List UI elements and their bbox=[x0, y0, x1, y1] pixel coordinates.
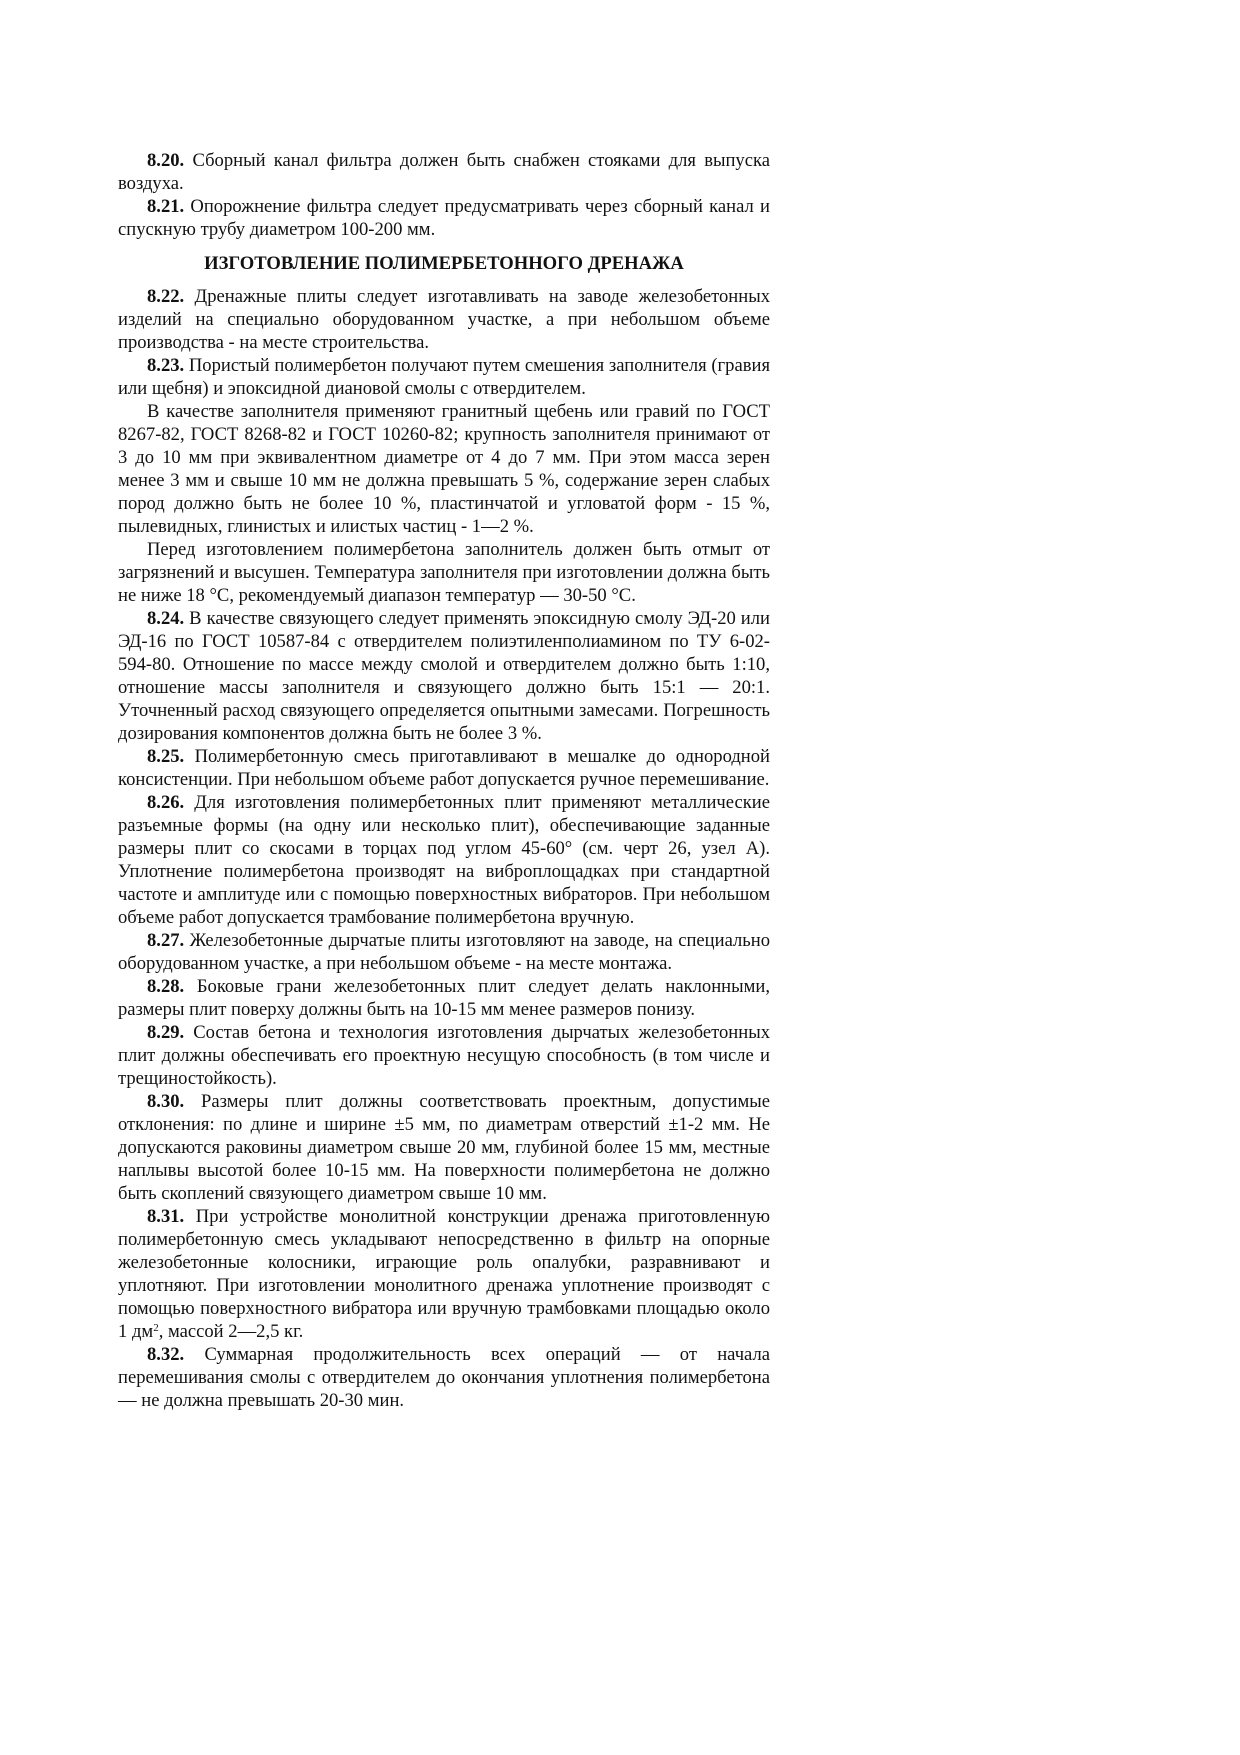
paragraph-text: Размеры плит должны соответствовать проектным, допустимые отклонения: по длине и ширине ±5 мм, по диаметрам отверстий ±1-2 мм. Не допускаются раковины диаметром свыше 20 мм, глубиной более 15 мм, местные наплывы высотой более 10-15 мм. На поверхности полимербетона не должно быть скоплений связующего диаметром свыше 10 мм. bbox=[118, 1091, 770, 1204]
clause-number: 8.23. bbox=[147, 355, 185, 376]
clause-number: 8.29. bbox=[147, 1022, 185, 1043]
paragraph-text: Пористый полимербетон получают путем смешения заполнителя (гравия или щебня) и эпоксидной диановой смолы с отвердителем. bbox=[118, 355, 770, 399]
paragraph-text: В качестве заполнителя применяют гранитный щебень или гравий по ГОСТ 8267-82, ГОСТ 8268-82 и ГОСТ 10260-82; крупность заполнителя принимают от 3 до 10 мм при эквивалентном диаметре от 4 до 7 мм. При этом масса зерен менее 3 мм и свыше 10 мм не должна превышать 5 %, содержание зерен слабых пород должно быть не более 10 %, пластинчатой и угловатой форм - 15 %, пылевидных, глинистых и илистых частиц - 1—2 %. bbox=[118, 401, 770, 537]
clause-number: 8.28. bbox=[147, 976, 185, 997]
clause-number: 8.27. bbox=[147, 930, 185, 951]
paragraph-text: Опорожнение фильтра следует предусматривать через сборный канал и спускную трубу диаметром 100-200 мм. bbox=[118, 196, 770, 240]
clause-number: 8.30. bbox=[147, 1091, 185, 1112]
clause-number: 8.31. bbox=[147, 1206, 185, 1227]
clause-number: 8.25. bbox=[147, 746, 185, 767]
clause-number: 8.21. bbox=[147, 196, 185, 217]
paragraph-text: При устройстве монолитной конструкции дренажа приготовленную полимербетонную смесь укладывают непосредственно в фильтр на опорные железобетонные колосники, играющие роль опалубки, разравнивают и уплотняют. При изготовлении монолитного дренажа уплотнение производят с помощью поверхностного вибратора или вручную трамбовками площадью около 1 дм bbox=[118, 1206, 770, 1342]
paragraph-8-25 bbox=[118, 745, 770, 791]
paragraph-8-29 bbox=[118, 1021, 770, 1090]
paragraph-text: Сборный канал фильтра должен быть снабжен стояками для выпуска воздуха. bbox=[118, 150, 770, 194]
paragraph-8-30 bbox=[118, 1090, 770, 1205]
paragraph-text: В качестве связующего следует применять эпоксидную смолу ЭД-20 или ЭД-16 по ГОСТ 10587-84 с отвердителем полиэтиленполиамином по ТУ 6-02-594-80. Отношение по массе между смолой и отвердителем должно быть 1:10, отношение массы заполнителя и связующего должно быть 15:1 — 20:1. Уточненный расход связующего определяется опытными замесами. Погрешность дозирования компонентов должна быть не более 3 %. bbox=[118, 608, 770, 744]
clause-number: 8.26. bbox=[147, 792, 185, 813]
paragraph-text: Состав бетона и технология изготовления дырчатых железобетонных плит должны обеспечивать его проектную несущую способность (в том числе и трещиностойкость). bbox=[118, 1022, 770, 1089]
clause-number: 8.22. bbox=[147, 286, 185, 307]
clause-number: 8.20. bbox=[147, 150, 185, 171]
paragraph-8-26 bbox=[118, 791, 770, 929]
paragraph-aggregate-prep bbox=[118, 538, 770, 607]
paragraph-8-21 bbox=[118, 195, 770, 241]
paragraph-8-31 bbox=[118, 1205, 770, 1343]
paragraph-aggregate bbox=[118, 400, 770, 538]
paragraph-8-27 bbox=[118, 929, 770, 975]
paragraph-text: Суммарная продолжительность всех операций — от начала перемешивания смолы с отвердителем до окончания уплотнения полимербетона — не должна превышать 20-30 мин. bbox=[118, 1344, 770, 1411]
page-body bbox=[118, 149, 770, 1412]
clause-number: 8.32. bbox=[147, 1344, 185, 1365]
paragraph-8-24 bbox=[118, 607, 770, 745]
paragraph-text: Для изготовления полимербетонных плит применяют металлические разъемные формы (на одну или несколько плит), обеспечивающие заданные размеры плит со скосами в торцах под углом 45-60° (см. черт 26, узел А). Уплотнение полимербетона производят на виброплощадках при стандартной частоте и амплитуде или с помощью поверхностных вибраторов. При небольшом объеме работ допускается трамбование полимербетона вручную. bbox=[118, 792, 770, 928]
paragraph-8-28 bbox=[118, 975, 770, 1021]
paragraph-8-32 bbox=[118, 1343, 770, 1412]
section-heading: ИЗГОТОВЛЕНИЕ ПОЛИМЕРБЕТОННОГО ДРЕНАЖА bbox=[204, 253, 684, 274]
paragraph-text: Боковые грани железобетонных плит следует делать наклонными, размеры плит поверху должны быть на 10-15 мм менее размеров понизу. bbox=[118, 976, 770, 1020]
paragraph-text: Дренажные плиты следует изготавливать на заводе железобетонных изделий на специально оборудованном участке, а при небольшом объеме производства - на месте строительства. bbox=[118, 286, 770, 353]
paragraph-8-20 bbox=[118, 149, 770, 195]
paragraph-8-23 bbox=[118, 354, 770, 400]
paragraph-8-22 bbox=[118, 285, 770, 354]
clause-number: 8.24. bbox=[147, 608, 185, 629]
superscript: 2 bbox=[153, 1322, 159, 1334]
paragraph-text: Полимербетонную смесь приготавливают в мешалке до однородной консистенции. При небольшом объеме работ допускается ручное перемешивание. bbox=[118, 746, 770, 790]
paragraph-text: Перед изготовлением полимербетона заполнитель должен быть отмыт от загрязнений и высушен. Температура заполнителя при изготовлении должна быть не ниже 18 °С, рекомендуемый диапазон температур — 30-50 °С. bbox=[118, 539, 770, 606]
paragraph-text: Железобетонные дырчатые плиты изготовляют на заводе, на специально оборудованном участке, а при небольшом объеме - на месте монтажа. bbox=[118, 930, 770, 974]
paragraph-text-end: , массой 2—2,5 кг. bbox=[158, 1321, 304, 1342]
